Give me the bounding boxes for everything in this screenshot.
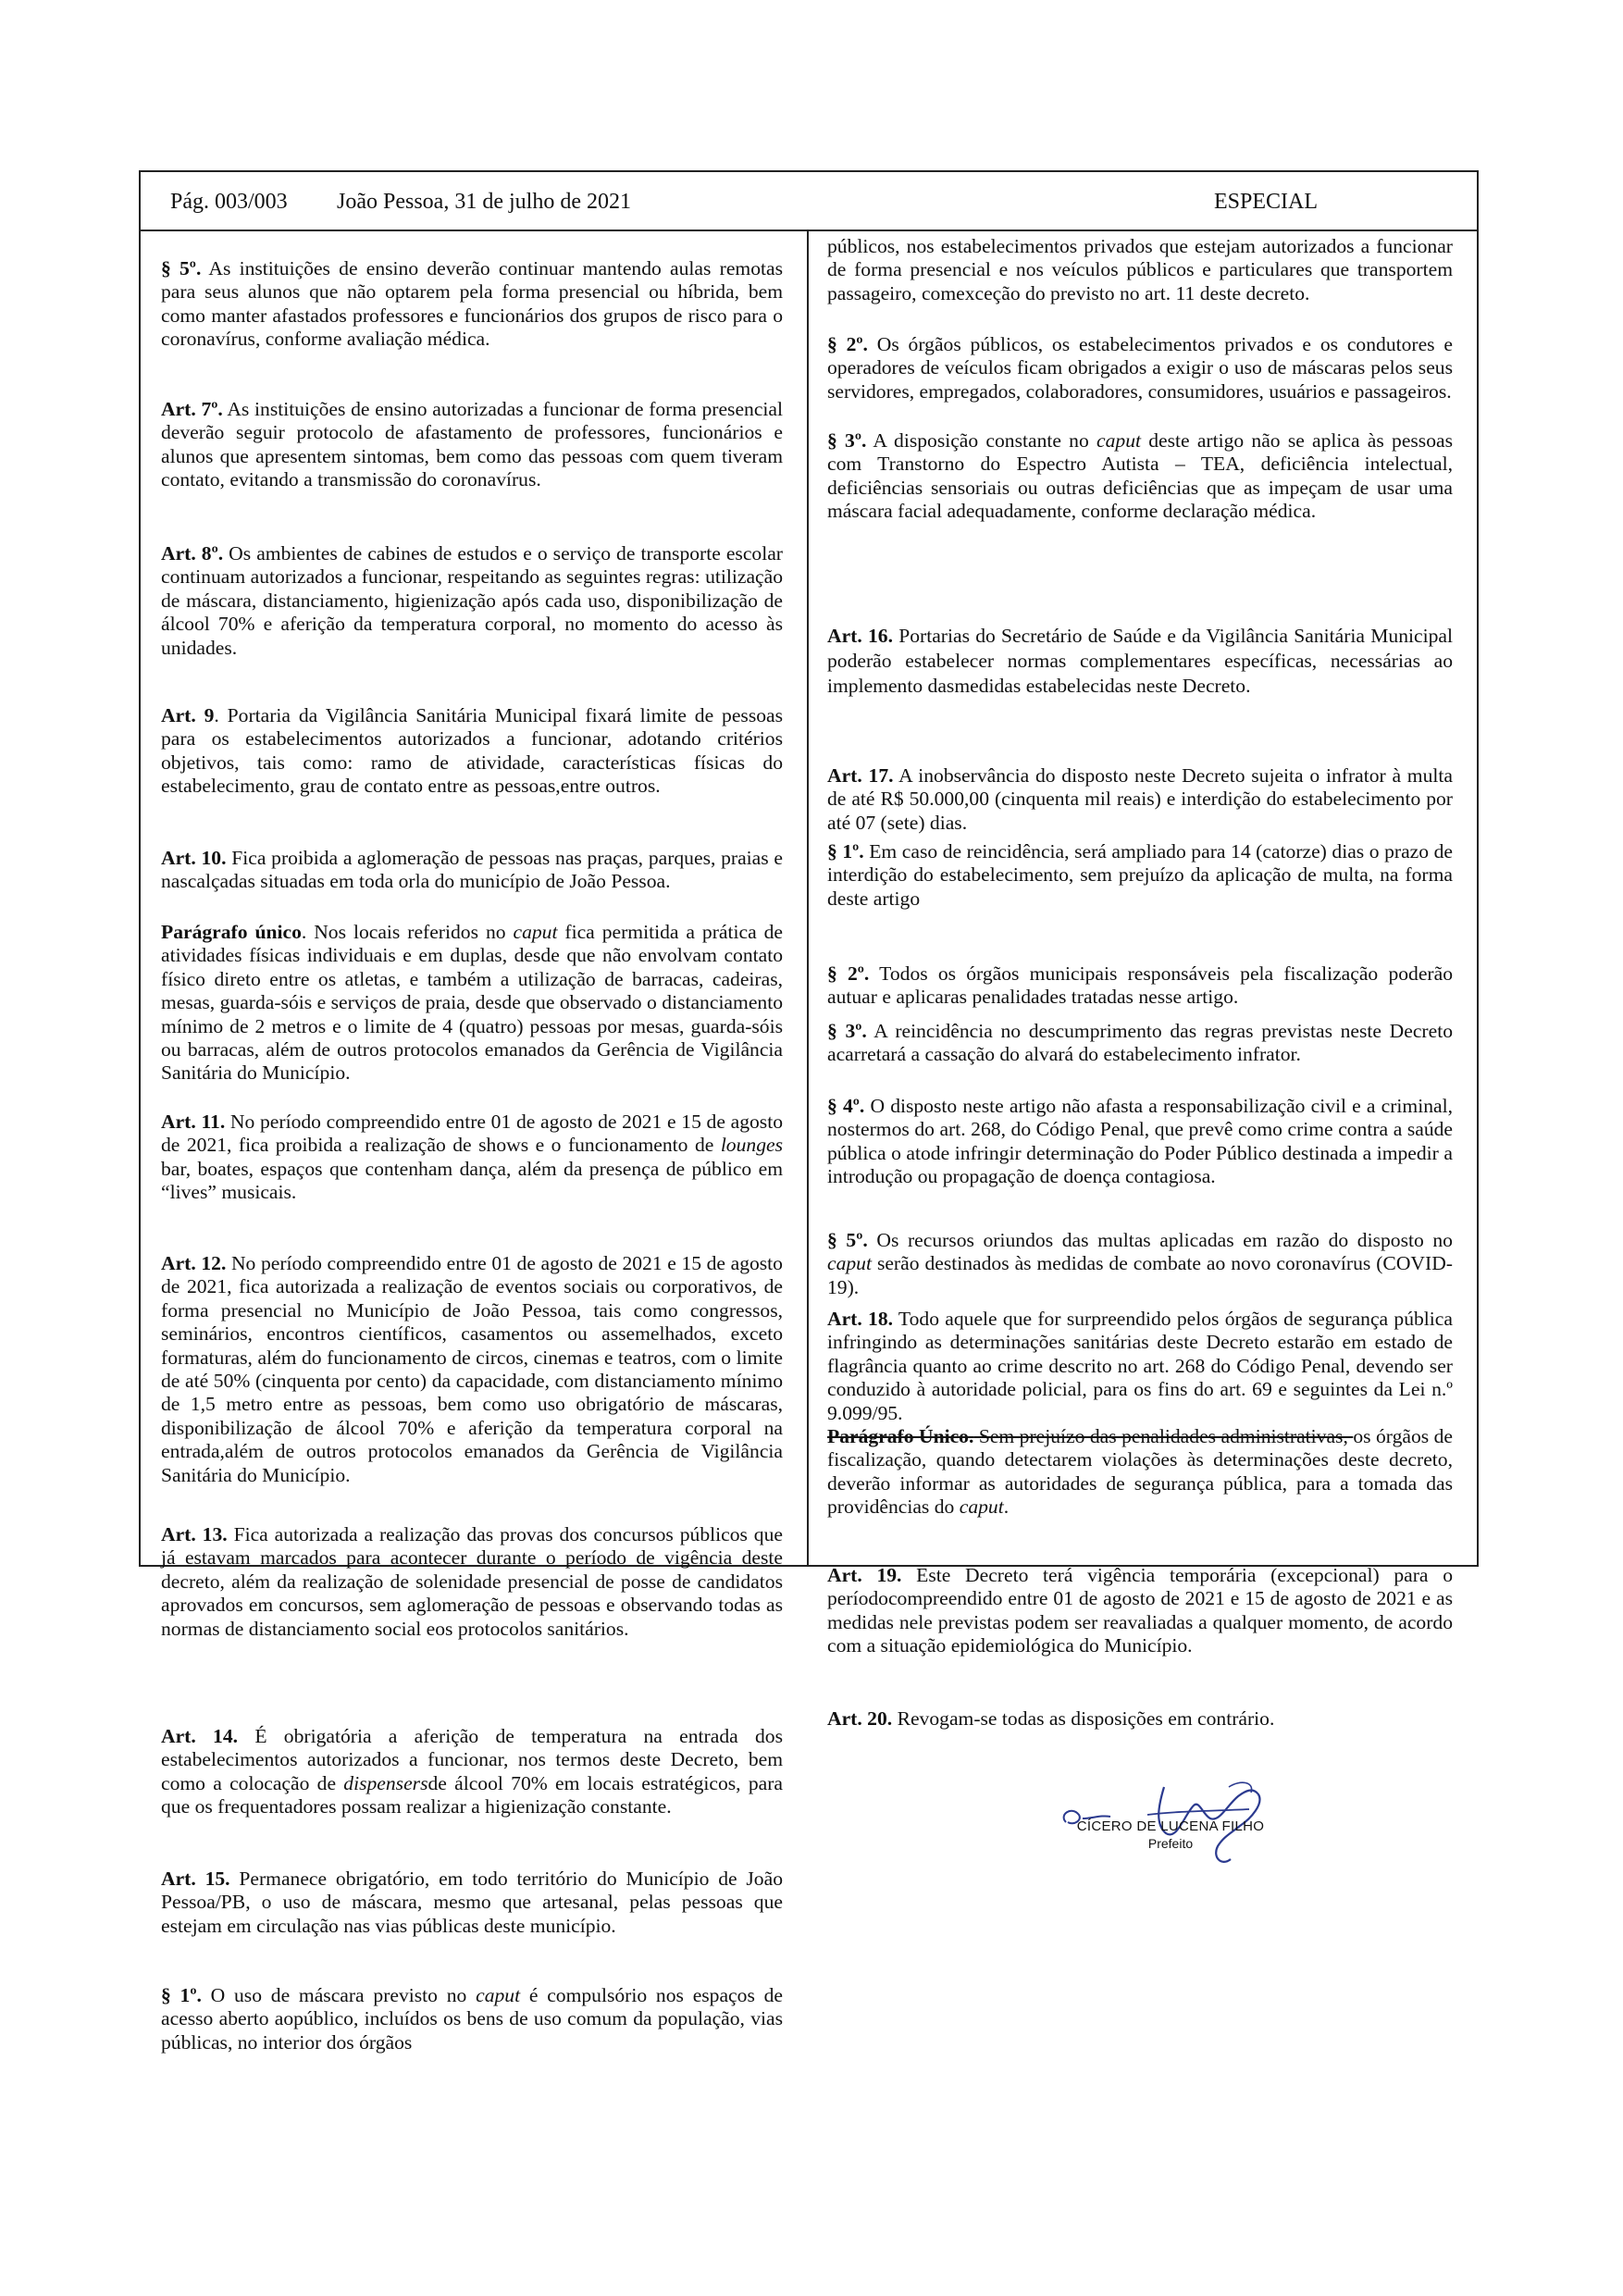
paragraph-label: § 1º. [161, 1984, 202, 2006]
article-10-sole-paragraph [161, 921, 783, 1086]
article-text: Todo aquele que for surpreendido pelos órgãos de segurança pública infringindo as determinações sanitárias deste Decreto estarão em estado de flagrância quanto ao crime descrito no art. 268 do Código Penal, devendo ser conduzido à autoridade policial, para os fins do art. 69 e seguintes da Lei n.º 9.099/95. [827, 1308, 1453, 1424]
article-15 [161, 1868, 783, 1938]
article-17 [827, 764, 1453, 835]
article-label: Art. 16. [827, 625, 893, 647]
paragraph-text: Em caso de reincidência, será ampliado para 14 (catorze) dias o prazo de interdição do estabelecimento, sem prejuízo da aplicação de multa, na forma deste artigo [827, 840, 1453, 910]
article-label: Art. 12. [161, 1252, 227, 1274]
paragraph-text: Os recursos oriundos das multas aplicadas em razão do disposto no [867, 1229, 1453, 1251]
article-label: Art. 14. [161, 1725, 239, 1747]
paragraph-label: § 4º. [827, 1095, 865, 1117]
paragraph-text: A reincidência no descumprimento das regras previstas neste Decreto acarretará a cassação do alvará do estabelecimento infrator. [827, 1020, 1453, 1066]
paragraph-text: deste artigo não se aplica às pessoas com Transtorno do Espectro Autista – TEA, deficiência intelectual, deficiências sensoriais ou outras deficiências que as impeçam de usar uma máscara facial adequadamente, conforme declaração médica. [827, 429, 1453, 523]
paragraph-text: é compulsório nos espaços de acesso aberto aopúblico, incluídos os bens de uso comum da população, vias públicas, no interior dos órgãos [161, 1984, 783, 2054]
article-text: No período compreendido entre 01 de agosto de 2021 e 15 de agosto de 2021, fica autorizada a realização de eventos sociais ou corporativos, de forma presencial no Município de João Pessoa, tais como congressos, seminários, encontros científicos, casamentos ou assemelhados, exceto formaturas, além do funcionamento de circos, cinemas e teatros, com o limite de até 50% (cinquenta por cento) da capacidade, com distanciamento mínimo de 1,5 metro entre as pessoas, bem como uso obrigatório de máscaras, disponibilização de álcool 70% e aferição da temperatura corporal na entrada,além de outros protocolos emanados da Gerência de Vigilância Sanitária do Município. [161, 1252, 783, 1486]
article-text: As instituições de ensino autorizadas a funcionar de forma presencial deverão seguir protocolo de afastamento de professores, funcionários e alunos que apresentem sintomas, bem como das pessoas com quem tiveram contato, evitando a transmissão do coronavírus. [161, 398, 783, 491]
paragraph-label: § 2º. [827, 962, 870, 985]
article-label: Art. 15. [161, 1868, 230, 1890]
paragraph-text: O uso de máscara previsto no [201, 1984, 477, 2006]
italic-term: dispensers [343, 1771, 428, 1794]
article-label: Art. 13. [161, 1523, 228, 1545]
article-12 [161, 1252, 783, 1487]
paragraph-label: Parágrafo Único. [827, 1425, 974, 1447]
paragraph-text: os órgãos de fiscalização, quando detectarem violações às determinações deste decreto, deverão informar as autoridades de segurança pública, para a tomada das providências do [827, 1425, 1453, 1519]
article-18-sole-paragraph [827, 1425, 1453, 1520]
caput-term: caput [476, 1984, 521, 2006]
article-text: Os ambientes de cabines de estudos e o serviço de transporte escolar continuam autorizados a funcionar, respeitando as seguintes regras: utilização de máscara, distanciamento, higienização após cada uso, disponibilização de álcool 70% e aferição da temperatura corporal, no momento do acesso às unidades. [161, 542, 783, 659]
article-19 [827, 1564, 1453, 1658]
page-header [141, 172, 1477, 231]
article-text: É obrigatória a aferição de temperatura na entrada dos estabelecimentos autorizados a funcionar, nos termos deste Decreto, bem como a colocação de [161, 1725, 783, 1794]
article-11 [161, 1111, 783, 1205]
article-label: Art. 10. [161, 847, 227, 869]
caput-term: caput [959, 1496, 1004, 1519]
article-label: Art. 11. [161, 1111, 226, 1133]
article-17-paragraph-5 [827, 1229, 1453, 1299]
article-17-paragraph-3 [827, 1020, 1453, 1067]
article-15-paragraph-2 [827, 333, 1453, 403]
article-label: Art. 20. [827, 1707, 893, 1730]
paragraph-label: § 3º. [827, 429, 867, 452]
column-divider [807, 230, 809, 1565]
article-text: Fica proibida a aglomeração de pessoas nas praças, parques, praias e nascalçadas situadas em toda orla do município de João Pessoa. [161, 847, 783, 893]
caput-term: caput [513, 921, 558, 943]
paragraph-text: públicos, nos estabelecimentos privados que estejam autorizados a funcionar de forma presencial e nos veículos públicos e particulares que transportem passageiro, comexceção do previsto no art. 11 deste decreto. [827, 235, 1453, 304]
paragraph-5 [161, 257, 783, 352]
article-8 [161, 542, 783, 660]
paragraph-text: . Nos locais referidos no [301, 921, 514, 943]
article-text: No período compreendido entre 01 de agosto de 2021 e 15 de agosto de 2021, fica proibida a realização de shows e o funcionamento de [161, 1111, 783, 1157]
caput-term: caput [1096, 429, 1141, 452]
paragraph-label: § 1º. [827, 840, 864, 863]
paragraph-label: § 2º. [827, 333, 868, 355]
article-text: de álcool 70% em locais estratégicos, para que os frequentadores possam realizar a higienização constante. [161, 1771, 783, 1818]
paragraph-text: serão destinados às medidas de combate ao novo coronavírus (COVID-19). [827, 1252, 1453, 1298]
article-label: Art. 17. [827, 764, 894, 787]
article-label: Art. 7º. [161, 398, 223, 420]
article-text: Fica autorizada a realização das provas dos concursos públicos que já estavam marcados para acontecer durante o período de vigência deste decreto, além da realização de solenidade presencial de posse de candidatos aprovados em concursos, sem aglomeração de pessoas e observando todas as normas de distanciamento social eos protocolos sanitários. [161, 1523, 783, 1640]
paragraph-text: Todos os órgãos municipais responsáveis pela fiscalização poderão autuar e aplicaras penalidades tratadas nesse artigo. [827, 962, 1453, 1009]
article-text: Permanece obrigatório, em todo território do Município de João Pessoa/PB, o uso de máscara, mesmo que artesanal, pelas pessoas que estejam em circulação nas vias públicas deste município. [161, 1868, 783, 1937]
article-15-paragraph-1 [161, 1984, 783, 2054]
paragraph-label: § 3º. [827, 1020, 867, 1042]
article-text: Portarias do Secretário de Saúde e da Vigilância Sanitária Municipal poderão estabelecer normas complementares específicas, necessárias ao implemento dasmedidas estabelecidas neste Decreto. [827, 625, 1453, 697]
paragraph-label: § 5º. [161, 257, 202, 279]
article-15-paragraph-1-continued [827, 235, 1453, 305]
signatory-name: CÍCERO DE LUCENA FILHO [1076, 1818, 1265, 1834]
article-9 [161, 704, 783, 799]
caput-term: caput [827, 1252, 872, 1275]
article-text: bar, boates, espaços que contenham dança, além da presença de público em “lives” musicais. [161, 1157, 783, 1204]
article-label: Art. 19. [827, 1564, 902, 1586]
paragraph-text: fica permitida a prática de atividades físicas individuais e em duplas, desde que não envolvam contato físico direto entre os atletas, e também a utilização de barracas, cadeiras, mesas, guarda-sóis e serviços de praia, desde que observado o distanciamento mínimo de 2 metros e o limite de 4 (quatro) pessoas por mesas, guarda-sóis ou barracas, além de outros protocolos emanados da Gerência de Vigilância Sanitária do Município. [161, 921, 783, 1085]
article-17-paragraph-4 [827, 1095, 1453, 1189]
article-14 [161, 1725, 783, 1819]
article-text: Este Decreto terá vigência temporária (excepcional) para o períodocompreendido entre 01 de agosto de 2021 e 15 de agosto de 2021 e as medidas nele previstas podem ser reavaliadas a qualquer momento, de acordo com a situação epidemiológica do Município. [827, 1564, 1453, 1657]
article-text: Revogam-se todas as disposições em contrário. [892, 1707, 1275, 1730]
article-17-paragraph-1 [827, 840, 1453, 911]
article-13 [161, 1523, 783, 1641]
article-label: Art. 8º. [161, 542, 224, 565]
paragraph-label: § 5º. [827, 1229, 868, 1251]
signatory-role: Prefeito [1147, 1836, 1194, 1851]
paragraph-label: Parágrafo único [161, 921, 302, 943]
struck-text: Sem prejuízo das penalidades administrativas, [973, 1425, 1354, 1447]
article-7 [161, 398, 783, 492]
paragraph-text: . [1003, 1496, 1010, 1519]
article-18 [827, 1308, 1453, 1425]
edition-label: ESPECIAL [1213, 190, 1318, 214]
article-17-paragraph-2 [827, 962, 1453, 1010]
paragraph-text: As instituições de ensino deverão continuar mantendo aulas remotas para seus alunos que não optarem pela forma presencial ou híbrida, bem como manter afastados professores e funcionários dos grupos de risco para o coronavírus, conforme avaliação médica. [161, 257, 783, 351]
article-label: Art. 18. [827, 1308, 894, 1330]
paragraph-text: A disposição constante no [866, 429, 1097, 452]
article-text: . Portaria da Vigilância Sanitária Municipal fixará limite de pessoas para os estabelecimentos autorizados a funcionar, adotando critérios objetivos, tais como: ramo de atividade, características físicas do estabelecimento, grau de contato entre as pessoas,entre outros. [161, 704, 784, 798]
page-number: Pág. 003/003 [170, 190, 288, 214]
page-frame [139, 170, 1479, 2054]
paragraph-text: O disposto neste artigo não afasta a responsabilização civil e a criminal, nostermos do art. 268, do Código Penal, que prevê como crime contra a saúde pública o atode infringir determinação do Poder Público destinada a impedir a introdução ou propagação de doença contagiosa. [827, 1095, 1453, 1188]
article-16 [827, 624, 1453, 699]
publication-date: João Pessoa, 31 de julho de 2021 [337, 190, 631, 214]
italic-term: lounges [720, 1134, 783, 1157]
article-20 [827, 1707, 1453, 1731]
article-15-paragraph-3 [827, 429, 1453, 524]
mayor-signature [1055, 1778, 1332, 1880]
article-text: A inobservância do disposto neste Decreto sujeita o infrator à multa de até R$ 50.000,00 (cinquenta mil reais) e interdição do estabelecimento por até 07 (sete) dias. [827, 764, 1453, 834]
article-label: Art. 9 [161, 704, 215, 726]
paragraph-text: Os órgãos públicos, os estabelecimentos privados e os condutores e operadores de veículos ficam obrigados a exigir o uso de máscaras pelos seus servidores, empregados, colaboradores, consumidores, usuários e passageiros. [827, 333, 1453, 403]
article-10 [161, 847, 783, 894]
